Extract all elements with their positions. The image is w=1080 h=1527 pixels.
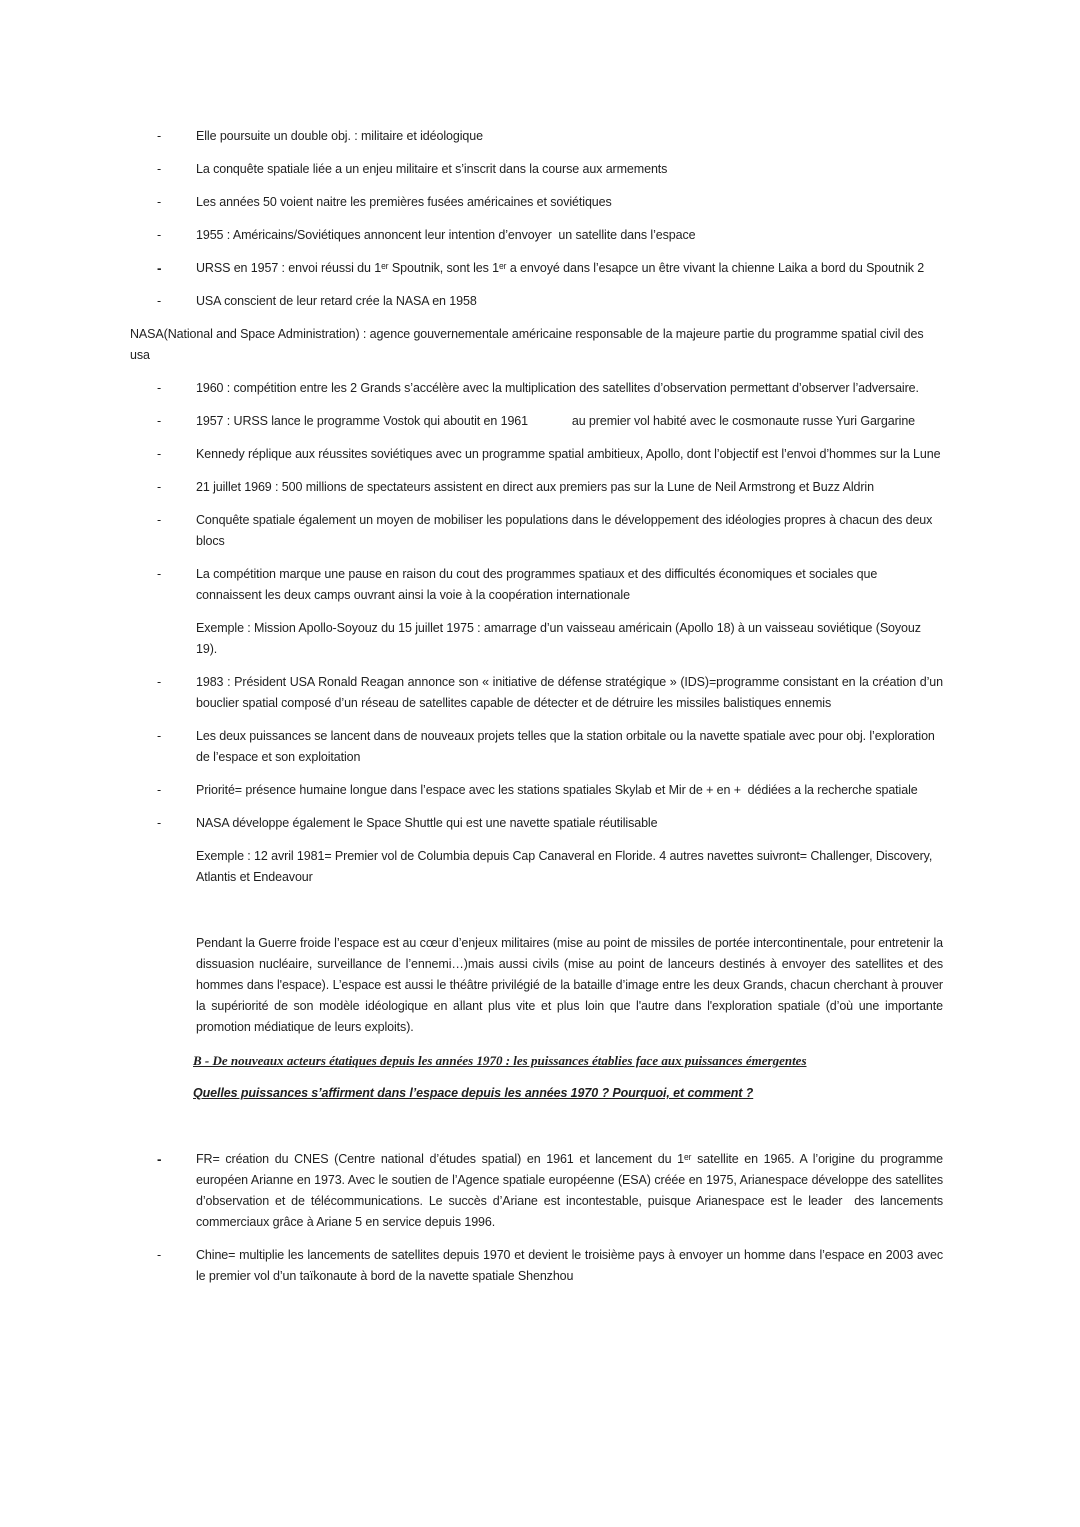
bullet-text: 21 juillet 1969 : 500 millions de spectateurs assistent en direct aux premiers pas sur la Lune de Neil Armstrong et Buzz Aldrin	[196, 480, 874, 494]
question-heading: Quelles puissances s’affirment dans l’espace depuis les années 1970 ? Pourquoi, et comment ?	[193, 1086, 754, 1100]
bullet-dash: -	[157, 414, 162, 428]
bullet-dash: -	[157, 261, 162, 276]
blank-line	[130, 900, 943, 921]
bullet-item	[130, 1245, 947, 1287]
bullet-dash: -	[157, 195, 162, 209]
bullet-text: Conquête spatiale également un moyen de mobiliser les populations dans le développement des idéologies propres à chacun des deux blocs	[196, 513, 936, 548]
bullet-dash: -	[157, 513, 162, 527]
bullet-dash: -	[157, 729, 162, 743]
bullet-text: La compétition marque une pause en raison du cout des programmes spatiaux et des difficultés économiques et sociales que connaissent les deux camps ouvrant ainsi la voie à la coopération internationale	[196, 567, 881, 602]
indented-paragraph: Exemple : 12 avril 1981= Premier vol de Columbia depuis Cap Canaveral en Floride. 4 autres navettes suivront= Challenger, Discovery, Atlantis et Endeavour	[196, 849, 935, 884]
bullet-item	[130, 672, 947, 714]
bullet-dash: -	[157, 816, 162, 830]
bullet-item	[130, 291, 943, 312]
section-heading: B - De nouveaux acteurs étatiques depuis les années 1970 : les puissances établies face aux puissances émergentes	[193, 1053, 807, 1068]
paragraph: NASA(National and Space Administration) : agence gouvernementale américaine responsable de la majeure partie du programme spatial civil des usa	[130, 327, 927, 362]
bullet-item	[130, 225, 943, 246]
bullet-text: NASA développe également le Space Shuttle qui est une navette spatiale réutilisable	[196, 816, 658, 830]
bullet-dash: -	[157, 567, 162, 581]
bullet-item	[130, 192, 943, 213]
bullet-text: 1983 : Président USA Ronald Reagan annonce son « initiative de défense stratégique » (IDS)=programme consistant en la création d’un bouclier spatial composé d’un réseau de satellites capable de détecter et de détruire les missiles balistiques ennemis	[196, 675, 947, 710]
bullet-item	[130, 1149, 947, 1233]
bullet-text: FR= création du CNES (Centre national d’études spatial) en 1961 et lancement du 1ᵉʳ satellite en 1965. A l’origine du programme européen Arianne en 1973. Avec le soutien de l’Agence spatiale européenne (ESA) créée en 1975, Arianespace développe des satellites d’observation et de télécommunications. Le succès d’Ariane est incontestable, puisque Arianespace est le leader des lancements commerciaux grâce à Ariane 5 en service depuis 1996.	[196, 1152, 947, 1229]
bullet-text: URSS en 1957 : envoi réussi du 1ᵉʳ Spoutnik, sont les 1ᵉʳ a envoyé dans l’esapce un être vivant la chienne Laika a bord du Spoutnik 2	[196, 261, 925, 275]
bullet-item	[130, 813, 943, 834]
bullet-text: 1957 : URSS lance le programme Vostok qui aboutit en 1961 au premier vol habité avec le cosmonaute russe Yuri Gargarine	[196, 414, 916, 428]
bullet-item	[130, 780, 943, 801]
bullet-text: 1960 : compétition entre les 2 Grands s’accélère avec la multiplication des satellites d’observation permettant d’observer l’adversaire.	[196, 381, 919, 395]
bullet-dash: -	[157, 783, 162, 797]
bullet-dash: -	[157, 381, 162, 395]
bullet-dash: -	[157, 294, 162, 308]
bullet-text: Les deux puissances se lancent dans de nouveaux projets telles que la station orbitale ou la navette spatiale avec pour obj. l’exploration de l’espace et son exploitation	[196, 729, 939, 764]
bullet-text: USA conscient de leur retard crée la NASA en 1958	[196, 294, 477, 308]
bullet-dash: -	[157, 1152, 162, 1167]
bullet-text: Elle poursuite un double obj. : militaire et idéologique	[196, 129, 483, 143]
bullet-item	[130, 444, 943, 465]
indented-paragraph: Pendant la Guerre froide l’espace est au cœur d’enjeux militaires (mise au point de missiles de portée intercontinentale, pour entretenir la dissuasion nucléaire, surveillance de l’ennemi…)mais aussi civils (mise au point de lanceurs destinés à envoyer des satellites et des hommes dans l'espace). L’espace est aussi le théâtre privilégié de la bataille d’image entre les deux Grands, chacun cherchant à prouver la supériorité de son modèle idéologique en allant plus vite et plus loin que l'autre dans l'exploration spatiale (d’où une importante promotion médiatique de leurs exploits).	[196, 936, 947, 1034]
bullet-item	[130, 411, 943, 432]
bullet-dash: -	[157, 129, 162, 143]
bullet-text: Kennedy réplique aux réussites soviétiques avec un programme spatial ambitieux, Apollo, dont l’objectif est l’envoi d’hommes sur la Lune	[196, 447, 941, 461]
bullet-dash: -	[157, 228, 162, 242]
indented-paragraph: Exemple : Mission Apollo-Soyouz du 15 juillet 1975 : amarrage d’un vaisseau américain (Apollo 18) à un vaisseau soviétique (Soyouz 19).	[196, 621, 925, 656]
bullet-text: Priorité= présence humaine longue dans l’espace avec les stations spatiales Skylab et Mir de + en + dédiées a la recherche spatiale	[196, 783, 918, 797]
bullet-text: Chine= multiplie les lancements de satellites depuis 1970 et devient le troisième pays à envoyer un homme dans l’espace en 2003 avec le premier vol d’un taïkonaute à bord de la navette spatiale Shenzhou	[196, 1248, 947, 1283]
bullet-dash: -	[157, 480, 162, 494]
bullet-text: 1955 : Américains/Soviétiques annoncent leur intention d’envoyer un satellite dans l’espace	[196, 228, 696, 242]
bullet-item	[130, 378, 943, 399]
blank-line	[130, 1116, 943, 1137]
bullet-dash: -	[157, 1248, 162, 1262]
bullet-item	[130, 510, 943, 552]
bullet-text: Les années 50 voient naitre les premières fusées américaines et soviétiques	[196, 195, 612, 209]
bullet-item	[130, 258, 943, 279]
bullet-dash: -	[157, 162, 162, 176]
bullet-item	[130, 477, 943, 498]
bullet-item	[130, 564, 943, 606]
bullet-text: La conquête spatiale liée a un enjeu militaire et s’inscrit dans la course aux armements	[196, 162, 668, 176]
document-body	[130, 126, 947, 1299]
bullet-item	[130, 126, 943, 147]
bullet-dash: -	[157, 447, 162, 461]
bullet-item	[130, 159, 943, 180]
bullet-dash: -	[157, 675, 162, 689]
bullet-item	[130, 726, 943, 768]
